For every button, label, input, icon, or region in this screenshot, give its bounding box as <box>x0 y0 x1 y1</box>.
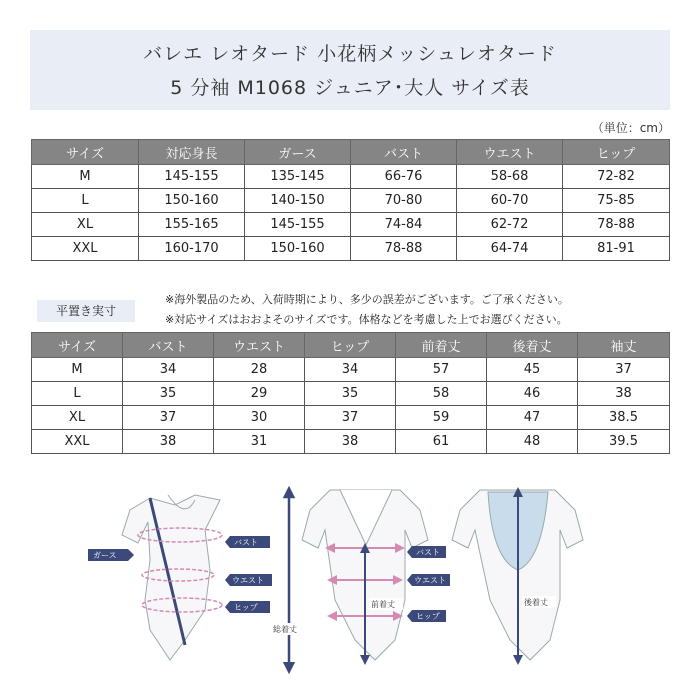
table-cell: 145-155 <box>245 213 351 237</box>
table-cell: 64-74 <box>457 237 563 261</box>
table-cell: 81-91 <box>563 237 670 261</box>
unit-note: （単位：cm） <box>591 121 670 135</box>
title-line-2: 5 分袖 M1068 ジュニア･大人 サイズ表 <box>170 77 530 99</box>
table-cell: 62-72 <box>457 213 563 237</box>
table-cell: 150-160 <box>245 237 351 261</box>
table-cell: 57 <box>396 358 487 382</box>
column-header: サイズ <box>32 140 139 165</box>
leotard-back-figure <box>452 490 583 660</box>
column-header: バスト <box>351 140 457 165</box>
title-banner <box>30 30 670 110</box>
table-cell: 37 <box>305 406 396 430</box>
table-header-row <box>32 333 670 358</box>
label-total-length: 総着丈 <box>273 625 297 634</box>
table-cell: 48 <box>487 430 578 454</box>
label-waist-2: ウエスト <box>414 576 446 585</box>
table-cell: 29 <box>214 382 305 406</box>
flat-measurement-label: 平置き実寸 <box>37 300 135 322</box>
table-cell: M <box>32 358 123 382</box>
table-cell: 61 <box>396 430 487 454</box>
table-cell: 60-70 <box>457 189 563 213</box>
table-cell: L <box>32 189 139 213</box>
table-cell: 74-84 <box>351 213 457 237</box>
table-cell: 38 <box>305 430 396 454</box>
label-bust-1: バスト <box>234 538 258 547</box>
leotard-side-figure <box>88 495 272 660</box>
table-cell: 38 <box>578 382 670 406</box>
table-cell: 37 <box>123 406 214 430</box>
column-header: 袖丈 <box>578 333 670 358</box>
label-front-length: 前着丈 <box>371 600 395 609</box>
table-cell: XXL <box>32 237 139 261</box>
table-cell: M <box>32 165 139 189</box>
table-cell: XL <box>32 213 139 237</box>
table-cell: 150-160 <box>139 189 245 213</box>
table-cell: XXL <box>32 430 123 454</box>
table-cell: 35 <box>305 382 396 406</box>
table-cell: L <box>32 382 123 406</box>
table-cell: 34 <box>123 358 214 382</box>
note-line-2: ※対応サイズはおおよそのサイズです。体格などを考慮した上でお選びください。 <box>165 313 568 326</box>
column-header: ヒップ <box>305 333 396 358</box>
label-hip-2: ヒップ <box>416 612 440 621</box>
table-row <box>32 165 670 189</box>
table-row <box>32 237 670 261</box>
table-cell: 66-76 <box>351 165 457 189</box>
column-header: ガース <box>245 140 351 165</box>
column-header: 後着丈 <box>487 333 578 358</box>
table-cell: 72-82 <box>563 165 670 189</box>
column-header: ヒップ <box>563 140 670 165</box>
column-header: ウエスト <box>214 333 305 358</box>
table-cell: 145-155 <box>139 165 245 189</box>
table-cell: 78-88 <box>563 213 670 237</box>
flat-size-table <box>31 332 670 454</box>
title-line-1: バレエ レオタード 小花柄メッシュレオタード <box>143 43 557 65</box>
label-bust-2: バスト <box>416 548 440 557</box>
label-girth: ガース <box>93 551 117 560</box>
label-back-length: 後着丈 <box>524 598 548 607</box>
table-cell: 46 <box>487 382 578 406</box>
note-line-1: ※海外製品のため、入荷時期により、多少の誤差がございます。ご了承ください。 <box>165 293 569 306</box>
table-cell: 140-150 <box>245 189 351 213</box>
table-cell: 155-165 <box>139 213 245 237</box>
table-cell: 58-68 <box>457 165 563 189</box>
table-cell: 34 <box>305 358 396 382</box>
table-cell: 160-170 <box>139 237 245 261</box>
table-cell: 58 <box>396 382 487 406</box>
table-cell: XL <box>32 406 123 430</box>
table-cell: 28 <box>214 358 305 382</box>
table-row <box>32 406 670 430</box>
table-cell: 47 <box>487 406 578 430</box>
table-row <box>32 213 670 237</box>
table-cell: 75-85 <box>563 189 670 213</box>
table-cell: 39.5 <box>578 430 670 454</box>
column-header: 前着丈 <box>396 333 487 358</box>
column-header: 対応身長 <box>139 140 245 165</box>
measurement-diagram <box>0 475 700 700</box>
table-cell: 135-145 <box>245 165 351 189</box>
leotard-front-figure <box>302 490 450 660</box>
table-row <box>32 189 670 213</box>
column-header: バスト <box>123 333 214 358</box>
column-header: サイズ <box>32 333 123 358</box>
label-waist-1: ウエスト <box>232 576 264 585</box>
table-header-row <box>32 140 670 165</box>
table-cell: 45 <box>487 358 578 382</box>
size-table <box>31 139 670 261</box>
table-row <box>32 382 670 406</box>
table-cell: 38.5 <box>578 406 670 430</box>
table-cell: 37 <box>578 358 670 382</box>
table-cell: 78-88 <box>351 237 457 261</box>
table-cell: 59 <box>396 406 487 430</box>
label-hip-1: ヒップ <box>234 603 258 612</box>
table-cell: 38 <box>123 430 214 454</box>
column-header: ウエスト <box>457 140 563 165</box>
table-cell: 31 <box>214 430 305 454</box>
table-row <box>32 430 670 454</box>
table-row <box>32 358 670 382</box>
table-cell: 70-80 <box>351 189 457 213</box>
table-cell: 30 <box>214 406 305 430</box>
table-cell: 35 <box>123 382 214 406</box>
